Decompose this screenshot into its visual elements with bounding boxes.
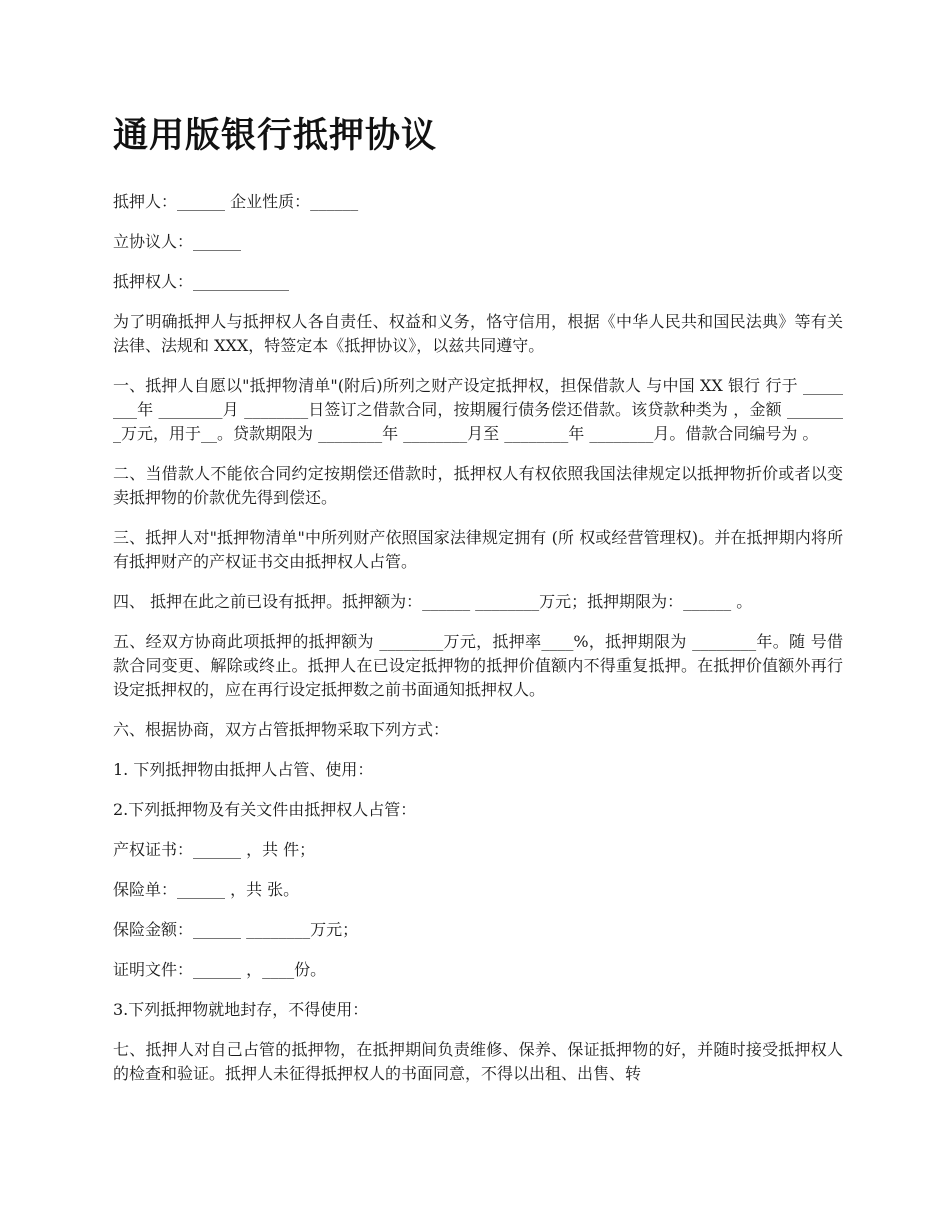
party-signatory-line: 立协议人：______ xyxy=(113,232,242,251)
clause-6-item-2: 2.下列抵押物及有关文件由抵押权人占管： xyxy=(113,800,417,819)
insurance-policy-line: 保险单：______ ，共 张。 xyxy=(113,880,300,899)
party-mortgagor-line: 抵押人：______ 企业性质：______ xyxy=(113,192,359,211)
clause-6-item-1: 1. 下列抵押物由抵押人占管、使用： xyxy=(113,760,374,779)
clause-4: 四、 抵押在此之前已设有抵押。抵押额为：______ ________万元；抵押期限为：______ 。 xyxy=(113,592,753,611)
clause-7: 七、抵押人对自己占管的抵押物，在抵押期间负责维修、保养、保证抵押物的好，并随时接受抵押权人的检查和验证。抵押人未征得抵押权人的书面同意，不得以出租、出售、转 xyxy=(113,1040,843,1083)
document-title: 通用版银行抵押协议 xyxy=(113,116,438,156)
clause-1: 一、抵押人自愿以"抵押物清单"(附后)所列之财产设定抵押权，担保借款人 与中国 XX 银行 行于 ________年 ________月 ________日签订之借款合同，按期履行债务偿还借款。该贷款种类为 ，金额 ________万元，用于__。贷款期限为 ________年 ________月至 ________年 ________月。借款合同编号为 。 xyxy=(113,376,843,443)
property-certificate-line: 产权证书：______ ，共 件； xyxy=(113,840,316,859)
preamble-paragraph: 为了明确抵押人与抵押权人各自责任、权益和义务，恪守信用，根据《中华人民共和国民法典》等有关法律、法规和 XXX，特签定本《抵押协议》，以兹共同遵守。 xyxy=(113,312,843,355)
clause-6-item-3: 3.下列抵押物就地封存，不得使用： xyxy=(113,1000,369,1019)
document-page xyxy=(113,108,843,1102)
party-mortgagee-line: 抵押权人：____________ xyxy=(113,272,290,291)
insurance-amount-line: 保险金额：______ ________万元； xyxy=(113,920,359,939)
supporting-documents-line: 证明文件：______ ，____份。 xyxy=(113,960,327,979)
clause-2: 二、当借款人不能依合同约定按期偿还借款时，抵押权人有权依照我国法律规定以抵押物折价或者以变卖抵押物的价款优先得到偿还。 xyxy=(113,464,843,507)
clause-3: 三、抵押人对"抵押物清单"中所列财产依照国家法律规定拥有 (所 权或经营管理权)。并在抵押期内将所有抵押财产的产权证书交由抵押权人占管。 xyxy=(113,528,843,571)
clause-6: 六、根据协商，双方占管抵押物采取下列方式： xyxy=(113,720,450,739)
clause-5: 五、经双方协商此项抵押的抵押额为 ________万元，抵押率____%，抵押期限为 ________年。随 号借款合同变更、解除或终止。抵押人在已设定抵押物的抵押价值额内不得重复抵押。在抵押价值额外再行设定抵押权的，应在再行设定抵押数之前书面通知抵押权人。 xyxy=(113,632,843,699)
